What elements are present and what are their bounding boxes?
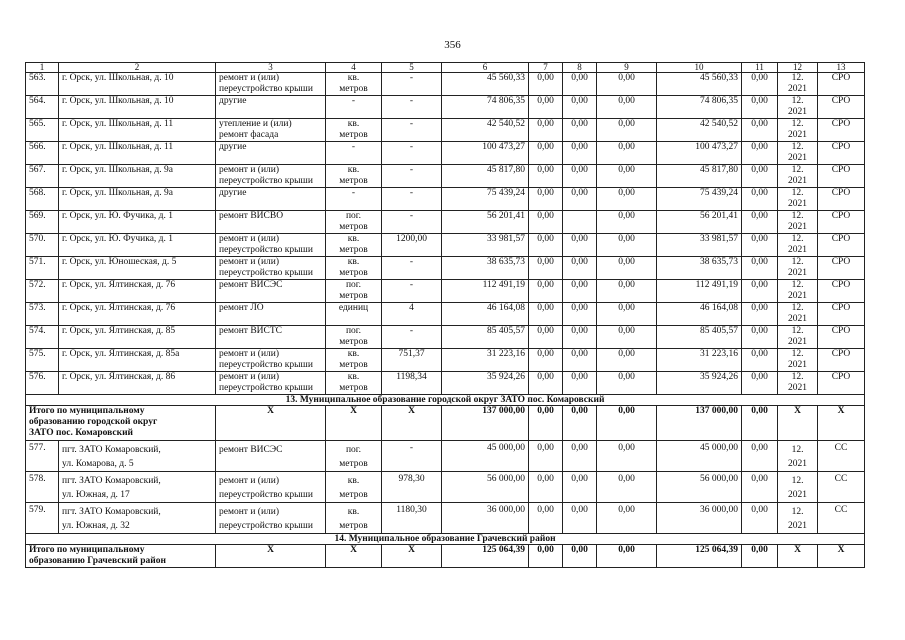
value-cell: 0,00 — [597, 119, 657, 142]
row-number: 567. — [26, 165, 59, 188]
cost-cell: 46 164,08 — [657, 303, 742, 326]
work-type-cell: ремонт и (или) переустройство крыши — [216, 472, 326, 503]
value-cell: 0,00 — [529, 280, 563, 303]
row-number: 574. — [26, 326, 59, 349]
address-cell: г. Орск, ул. Школьная, д. 10 — [59, 96, 216, 119]
date-cell: 12. 2021 — [778, 280, 818, 303]
column-header-6: 6 — [442, 63, 529, 73]
table-row — [26, 73, 865, 96]
cost-cell: 112 491,19 — [657, 280, 742, 303]
cost-cell: 56 201,41 — [657, 211, 742, 234]
value-cell: 0,00 — [529, 234, 563, 257]
value-cell: 0,00 — [563, 165, 597, 188]
row-number: 576. — [26, 372, 59, 395]
value-cell: 0,00 — [742, 119, 778, 142]
value-cell: 0,00 — [563, 472, 597, 503]
value-cell: 0,00 — [529, 372, 563, 395]
quantity-cell: 1198,34 — [382, 372, 442, 395]
total-value: 0,00 — [563, 545, 597, 568]
value-cell: 0,00 — [742, 188, 778, 211]
value-cell: 0,00 — [597, 165, 657, 188]
column-header-7: 7 — [529, 63, 563, 73]
table-row — [26, 280, 865, 303]
row-number: 568. — [26, 188, 59, 211]
work-type-cell: ремонт и (или) переустройство крыши — [216, 372, 326, 395]
header-row — [26, 63, 865, 73]
value-cell: 0,00 — [529, 326, 563, 349]
total-label: Итого по муниципальному образованию Грачевский район — [26, 545, 216, 568]
total-value: 0,00 — [529, 406, 563, 441]
section-header-row — [26, 395, 865, 406]
work-type-cell: ремонт и (или) переустройство крыши — [216, 257, 326, 280]
value-cell: 0,00 — [563, 257, 597, 280]
cost-cell: 74 806,35 — [657, 96, 742, 119]
value-cell: 0,00 — [529, 257, 563, 280]
total-sum: 125 064,39 — [657, 545, 742, 568]
address-cell: г. Орск, ул. Ялтинская, д. 76 — [59, 303, 216, 326]
table-row — [26, 372, 865, 395]
table-row — [26, 188, 865, 211]
total-x: X — [382, 406, 442, 441]
total-cost-cell: 74 806,35 — [442, 96, 529, 119]
total-cost-cell: 100 473,27 — [442, 142, 529, 165]
value-cell: 0,00 — [742, 349, 778, 372]
value-cell: 0,00 — [529, 165, 563, 188]
row-number: 575. — [26, 349, 59, 372]
value-cell: 0,00 — [597, 372, 657, 395]
row-number: 566. — [26, 142, 59, 165]
method-cell: СРО — [818, 303, 865, 326]
table-row — [26, 142, 865, 165]
total-cost-cell: 45 560,33 — [442, 73, 529, 96]
value-cell — [563, 211, 597, 234]
address-cell: г. Орск, ул. Школьная, д. 11 — [59, 142, 216, 165]
address-cell: г. Орск, ул. Ялтинская, д. 85а — [59, 349, 216, 372]
address-cell: г. Орск, ул. Ялтинская, д. 85 — [59, 326, 216, 349]
table-row — [26, 234, 865, 257]
total-x: X — [778, 406, 818, 441]
total-x: X — [818, 545, 865, 568]
value-cell: 0,00 — [563, 441, 597, 472]
unit-cell: кв. метров — [326, 165, 382, 188]
total-label: Итого по муниципальному образованию городской округ ЗАТО пос. Комаровский — [26, 406, 216, 441]
total-value: 0,00 — [597, 406, 657, 441]
total-value: 0,00 — [563, 406, 597, 441]
unit-cell: единиц — [326, 303, 382, 326]
method-cell: СРО — [818, 211, 865, 234]
method-cell: СРО — [818, 349, 865, 372]
value-cell: 0,00 — [529, 96, 563, 119]
total-cost-cell: 35 924,26 — [442, 372, 529, 395]
date-cell: 12. 2021 — [778, 165, 818, 188]
cost-cell: 85 405,57 — [657, 326, 742, 349]
value-cell: 0,00 — [742, 326, 778, 349]
unit-cell: - — [326, 188, 382, 211]
column-header-9: 9 — [597, 63, 657, 73]
date-cell: 12. 2021 — [778, 73, 818, 96]
value-cell: 0,00 — [742, 96, 778, 119]
work-type-cell: ремонт ВИСВО — [216, 211, 326, 234]
table-row — [26, 503, 865, 534]
row-number: 573. — [26, 303, 59, 326]
cost-cell: 42 540,52 — [657, 119, 742, 142]
value-cell: 0,00 — [742, 303, 778, 326]
quantity-cell: 4 — [382, 303, 442, 326]
method-cell: СРО — [818, 188, 865, 211]
method-cell: СРО — [818, 326, 865, 349]
value-cell: 0,00 — [597, 503, 657, 534]
work-type-cell: другие — [216, 188, 326, 211]
column-header-3: 3 — [216, 63, 326, 73]
cost-cell: 36 000,00 — [657, 503, 742, 534]
cost-cell: 100 473,27 — [657, 142, 742, 165]
value-cell: 0,00 — [529, 441, 563, 472]
value-cell: 0,00 — [597, 234, 657, 257]
total-cost-cell: 112 491,19 — [442, 280, 529, 303]
table-row — [26, 349, 865, 372]
value-cell: 0,00 — [597, 257, 657, 280]
address-cell: г. Орск, ул. Ялтинская, д. 76 — [59, 280, 216, 303]
address-cell: г. Орск, ул. Школьная, д. 9а — [59, 165, 216, 188]
repair-schedule-table — [25, 62, 865, 568]
date-cell: 12. 2021 — [778, 372, 818, 395]
value-cell: 0,00 — [742, 472, 778, 503]
unit-cell: кв. метров — [326, 257, 382, 280]
total-x: X — [216, 406, 326, 441]
quantity-cell: - — [382, 441, 442, 472]
total-cost-cell: 33 981,57 — [442, 234, 529, 257]
row-number: 563. — [26, 73, 59, 96]
value-cell: 0,00 — [597, 188, 657, 211]
column-header-12: 12 — [778, 63, 818, 73]
value-cell: 0,00 — [742, 73, 778, 96]
row-number: 570. — [26, 234, 59, 257]
cost-cell: 45 000,00 — [657, 441, 742, 472]
value-cell: 0,00 — [529, 503, 563, 534]
cost-cell: 38 635,73 — [657, 257, 742, 280]
total-cost-cell: 56 000,00 — [442, 472, 529, 503]
total-sum: 137 000,00 — [657, 406, 742, 441]
method-cell: СРО — [818, 234, 865, 257]
address-cell: г. Орск, ул. Школьная, д. 11 — [59, 119, 216, 142]
value-cell: 0,00 — [529, 73, 563, 96]
work-type-cell: другие — [216, 96, 326, 119]
value-cell: 0,00 — [597, 349, 657, 372]
address-cell: г. Орск, ул. Юношеская, д. 5 — [59, 257, 216, 280]
date-cell: 12. 2021 — [778, 257, 818, 280]
value-cell: 0,00 — [563, 503, 597, 534]
section-title: 13. Муниципальное образование городской округ ЗАТО пос. Комаровский — [26, 395, 865, 406]
row-number: 578. — [26, 472, 59, 503]
quantity-cell: 1180,30 — [382, 503, 442, 534]
quantity-cell: - — [382, 211, 442, 234]
row-number: 571. — [26, 257, 59, 280]
table-row — [26, 441, 865, 472]
total-x: X — [216, 545, 326, 568]
value-cell: 0,00 — [563, 96, 597, 119]
unit-cell: кв. метров — [326, 349, 382, 372]
table-row — [26, 165, 865, 188]
total-row — [26, 545, 865, 568]
address-cell: г. Орск, ул. Школьная, д. 9а — [59, 188, 216, 211]
value-cell: 0,00 — [597, 280, 657, 303]
value-cell: 0,00 — [563, 372, 597, 395]
total-cost-cell: 46 164,08 — [442, 303, 529, 326]
value-cell: 0,00 — [597, 303, 657, 326]
total-sum: 137 000,00 — [442, 406, 529, 441]
column-header-10: 10 — [657, 63, 742, 73]
work-type-cell: утепление и (или) ремонт фасада — [216, 119, 326, 142]
cost-cell: 56 000,00 — [657, 472, 742, 503]
method-cell: СРО — [818, 96, 865, 119]
unit-cell: пог. метров — [326, 280, 382, 303]
column-header-13: 13 — [818, 63, 865, 73]
unit-cell: - — [326, 142, 382, 165]
row-number: 572. — [26, 280, 59, 303]
value-cell: 0,00 — [742, 234, 778, 257]
date-cell: 12. 2021 — [778, 96, 818, 119]
quantity-cell: - — [382, 96, 442, 119]
value-cell: 0,00 — [563, 119, 597, 142]
date-cell: 12. 2021 — [778, 472, 818, 503]
table-row — [26, 211, 865, 234]
work-type-cell: другие — [216, 142, 326, 165]
work-type-cell: ремонт и (или) переустройство крыши — [216, 503, 326, 534]
unit-cell: пог. метров — [326, 211, 382, 234]
column-header-4: 4 — [326, 63, 382, 73]
unit-cell: пог. метров — [326, 326, 382, 349]
cost-cell: 45 560,33 — [657, 73, 742, 96]
total-x: X — [778, 545, 818, 568]
total-cost-cell: 45 817,80 — [442, 165, 529, 188]
value-cell: 0,00 — [529, 472, 563, 503]
quantity-cell: 978,30 — [382, 472, 442, 503]
method-cell: СС — [818, 441, 865, 472]
unit-cell: кв. метров — [326, 73, 382, 96]
work-type-cell: ремонт и (или) переустройство крыши — [216, 234, 326, 257]
date-cell: 12. 2021 — [778, 326, 818, 349]
address-cell: пгт. ЗАТО Комаровский, ул. Комарова, д. 5 — [59, 441, 216, 472]
total-cost-cell: 45 000,00 — [442, 441, 529, 472]
quantity-cell: - — [382, 142, 442, 165]
address-cell: г. Орск, ул. Ю. Фучика, д. 1 — [59, 234, 216, 257]
value-cell: 0,00 — [563, 303, 597, 326]
value-cell: 0,00 — [597, 326, 657, 349]
table-row — [26, 119, 865, 142]
address-cell: пгт. ЗАТО Комаровский, ул. Южная, д. 32 — [59, 503, 216, 534]
work-type-cell: ремонт и (или) переустройство крыши — [216, 349, 326, 372]
unit-cell: кв. метров — [326, 472, 382, 503]
unit-cell: кв. метров — [326, 372, 382, 395]
row-number: 564. — [26, 96, 59, 119]
method-cell: СРО — [818, 257, 865, 280]
section-header-row — [26, 534, 865, 545]
total-cost-cell: 85 405,57 — [442, 326, 529, 349]
value-cell: 0,00 — [742, 257, 778, 280]
method-cell: СС — [818, 503, 865, 534]
column-header-11: 11 — [742, 63, 778, 73]
method-cell: СРО — [818, 372, 865, 395]
quantity-cell: 1200,00 — [382, 234, 442, 257]
date-cell: 12. 2021 — [778, 349, 818, 372]
quantity-cell: 751,37 — [382, 349, 442, 372]
value-cell: 0,00 — [742, 503, 778, 534]
row-number: 579. — [26, 503, 59, 534]
column-header-2: 2 — [59, 63, 216, 73]
table-row — [26, 303, 865, 326]
value-cell: 0,00 — [563, 234, 597, 257]
total-sum: 125 064,39 — [442, 545, 529, 568]
table-row — [26, 96, 865, 119]
date-cell: 12. 2021 — [778, 303, 818, 326]
unit-cell: кв. метров — [326, 234, 382, 257]
cost-cell: 75 439,24 — [657, 188, 742, 211]
date-cell: 12. 2021 — [778, 188, 818, 211]
section-title: 14. Муниципальное образование Грачевский район — [26, 534, 865, 545]
quantity-cell: - — [382, 280, 442, 303]
value-cell: 0,00 — [529, 142, 563, 165]
value-cell: 0,00 — [597, 441, 657, 472]
total-cost-cell: 42 540,52 — [442, 119, 529, 142]
address-cell: г. Орск, ул. Ялтинская, д. 86 — [59, 372, 216, 395]
value-cell: 0,00 — [563, 142, 597, 165]
cost-cell: 35 924,26 — [657, 372, 742, 395]
column-header-1: 1 — [26, 63, 59, 73]
value-cell: 0,00 — [529, 349, 563, 372]
work-type-cell: ремонт ВИСЭС — [216, 280, 326, 303]
quantity-cell: - — [382, 165, 442, 188]
column-header-8: 8 — [563, 63, 597, 73]
table-row — [26, 257, 865, 280]
total-cost-cell: 75 439,24 — [442, 188, 529, 211]
column-header-5: 5 — [382, 63, 442, 73]
method-cell: СРО — [818, 165, 865, 188]
row-number: 569. — [26, 211, 59, 234]
page-number: 356 — [444, 39, 461, 51]
cost-cell: 31 223,16 — [657, 349, 742, 372]
date-cell: 12. 2021 — [778, 503, 818, 534]
total-x: X — [818, 406, 865, 441]
total-value: 0,00 — [742, 545, 778, 568]
value-cell: 0,00 — [742, 441, 778, 472]
quantity-cell: - — [382, 73, 442, 96]
work-type-cell: ремонт ЛО — [216, 303, 326, 326]
date-cell: 12. 2021 — [778, 119, 818, 142]
value-cell: 0,00 — [529, 119, 563, 142]
total-cost-cell: 36 000,00 — [442, 503, 529, 534]
quantity-cell: - — [382, 257, 442, 280]
quantity-cell: - — [382, 119, 442, 142]
method-cell: СС — [818, 472, 865, 503]
unit-cell: кв. метров — [326, 119, 382, 142]
total-cost-cell: 38 635,73 — [442, 257, 529, 280]
value-cell: 0,00 — [597, 96, 657, 119]
total-value: 0,00 — [742, 406, 778, 441]
value-cell: 0,00 — [742, 165, 778, 188]
table-row — [26, 472, 865, 503]
value-cell: 0,00 — [742, 211, 778, 234]
work-type-cell: ремонт и (или) переустройство крыши — [216, 165, 326, 188]
row-number: 577. — [26, 441, 59, 472]
total-cost-cell: 56 201,41 — [442, 211, 529, 234]
method-cell: СРО — [818, 142, 865, 165]
total-cost-cell: 31 223,16 — [442, 349, 529, 372]
method-cell: СРО — [818, 119, 865, 142]
quantity-cell: - — [382, 188, 442, 211]
unit-cell: кв. метров — [326, 503, 382, 534]
table-row — [26, 326, 865, 349]
total-value: 0,00 — [597, 545, 657, 568]
cost-cell: 45 817,80 — [657, 165, 742, 188]
value-cell: 0,00 — [563, 349, 597, 372]
value-cell: 0,00 — [563, 73, 597, 96]
total-x: X — [326, 545, 382, 568]
work-type-cell: ремонт и (или) переустройство крыши — [216, 73, 326, 96]
row-number: 565. — [26, 119, 59, 142]
unit-cell: - — [326, 96, 382, 119]
value-cell: 0,00 — [742, 372, 778, 395]
total-row — [26, 406, 865, 441]
value-cell: 0,00 — [742, 142, 778, 165]
method-cell: СРО — [818, 280, 865, 303]
cost-cell: 33 981,57 — [657, 234, 742, 257]
address-cell: г. Орск, ул. Школьная, д. 10 — [59, 73, 216, 96]
work-type-cell: ремонт ВИСТС — [216, 326, 326, 349]
value-cell: 0,00 — [597, 142, 657, 165]
value-cell: 0,00 — [529, 211, 563, 234]
value-cell: 0,00 — [529, 188, 563, 211]
total-value: 0,00 — [529, 545, 563, 568]
total-x: X — [326, 406, 382, 441]
address-cell: г. Орск, ул. Ю. Фучика, д. 1 — [59, 211, 216, 234]
value-cell: 0,00 — [597, 73, 657, 96]
value-cell: 0,00 — [742, 280, 778, 303]
quantity-cell: - — [382, 326, 442, 349]
value-cell: 0,00 — [563, 188, 597, 211]
address-cell: пгт. ЗАТО Комаровский, ул. Южная, д. 17 — [59, 472, 216, 503]
date-cell: 12. 2021 — [778, 142, 818, 165]
method-cell: СРО — [818, 73, 865, 96]
unit-cell: пог. метров — [326, 441, 382, 472]
value-cell: 0,00 — [529, 303, 563, 326]
work-type-cell: ремонт ВИСЭС — [216, 441, 326, 472]
total-x: X — [382, 545, 442, 568]
date-cell: 12. 2021 — [778, 234, 818, 257]
value-cell: 0,00 — [563, 326, 597, 349]
date-cell: 12. 2021 — [778, 211, 818, 234]
value-cell: 0,00 — [597, 472, 657, 503]
date-cell: 12. 2021 — [778, 441, 818, 472]
value-cell: 0,00 — [597, 211, 657, 234]
value-cell: 0,00 — [563, 280, 597, 303]
